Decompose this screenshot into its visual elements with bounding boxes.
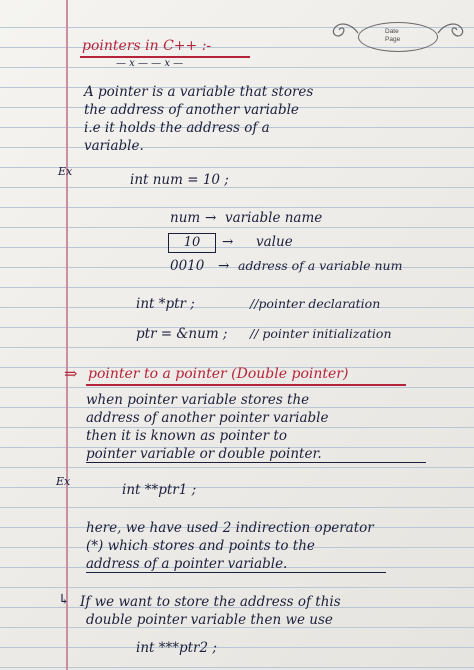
definition-line-3: i.e it holds the address of a — [84, 120, 270, 136]
triple-intro-line-2: double pointer variable then we use — [86, 612, 333, 628]
initialization-code: ptr = &num ; — [136, 326, 228, 342]
hook-arrow-icon: ↳ — [58, 592, 70, 608]
explanation-underline — [86, 572, 386, 573]
date-page-box — [358, 22, 438, 52]
explanation-line-2: (*) which stores and points to the — [86, 538, 315, 554]
double-pointer-line-3: then it is known as pointer to — [86, 428, 287, 444]
margin-line — [66, 0, 68, 670]
page-label: Page — [385, 36, 401, 43]
double-pointer-heading-underline — [86, 384, 406, 386]
page-title: pointers in C++ :- — [82, 38, 212, 54]
diagram-arrow-3: → — [218, 258, 230, 274]
example-marker: Ex — [58, 165, 73, 178]
left-swirl-ornament — [331, 19, 359, 43]
diagram-value-label: value — [256, 234, 293, 250]
definition-line-4: variable. — [84, 138, 144, 154]
initialization-comment: // pointer initialization — [250, 326, 392, 341]
example-code: int num = 10 ; — [130, 172, 229, 188]
double-pointer-line-2: address of another pointer variable — [86, 410, 329, 426]
right-swirl-ornament — [437, 19, 465, 43]
triple-intro-line-1: If we want to store the address of this — [80, 594, 341, 610]
diagram-address-label: address of a variable num — [238, 258, 403, 273]
definition-line-2: the address of another variable — [84, 102, 299, 118]
double-pointer-line-1: when pointer variable stores the — [86, 392, 310, 408]
diagram-variable-name-label: variable name — [225, 210, 323, 226]
definition-line-1: A pointer is a variable that stores — [84, 84, 314, 100]
declaration-comment: //pointer declaration — [250, 296, 381, 311]
explanation-line-3: address of a pointer variable. — [86, 556, 288, 572]
diagram-arrow-2: → — [222, 234, 234, 250]
example2-marker: Ex — [56, 475, 71, 488]
diagram-variable-name: num — [170, 210, 201, 226]
triple-code: int ***ptr2 ; — [136, 640, 217, 656]
title-strike-mark: — x — — x — — [116, 58, 184, 69]
double-pointer-heading: pointer to a pointer (Double pointer) — [88, 366, 349, 382]
date-label: Date — [385, 28, 399, 35]
double-pointer-line-4: pointer variable or double pointer. — [86, 446, 322, 462]
example2-code: int **ptr1 ; — [122, 482, 197, 498]
explanation-line-1: here, we have used 2 indirection operator — [86, 520, 374, 536]
declaration-code: int *ptr ; — [136, 296, 195, 312]
diagram-address: 0010 — [170, 258, 205, 274]
double-pointer-underline — [86, 462, 426, 463]
value-box: 10 — [168, 233, 216, 253]
diagram-arrow-1: → — [205, 210, 217, 226]
heading-arrow-icon: ⇒ — [64, 364, 78, 383]
